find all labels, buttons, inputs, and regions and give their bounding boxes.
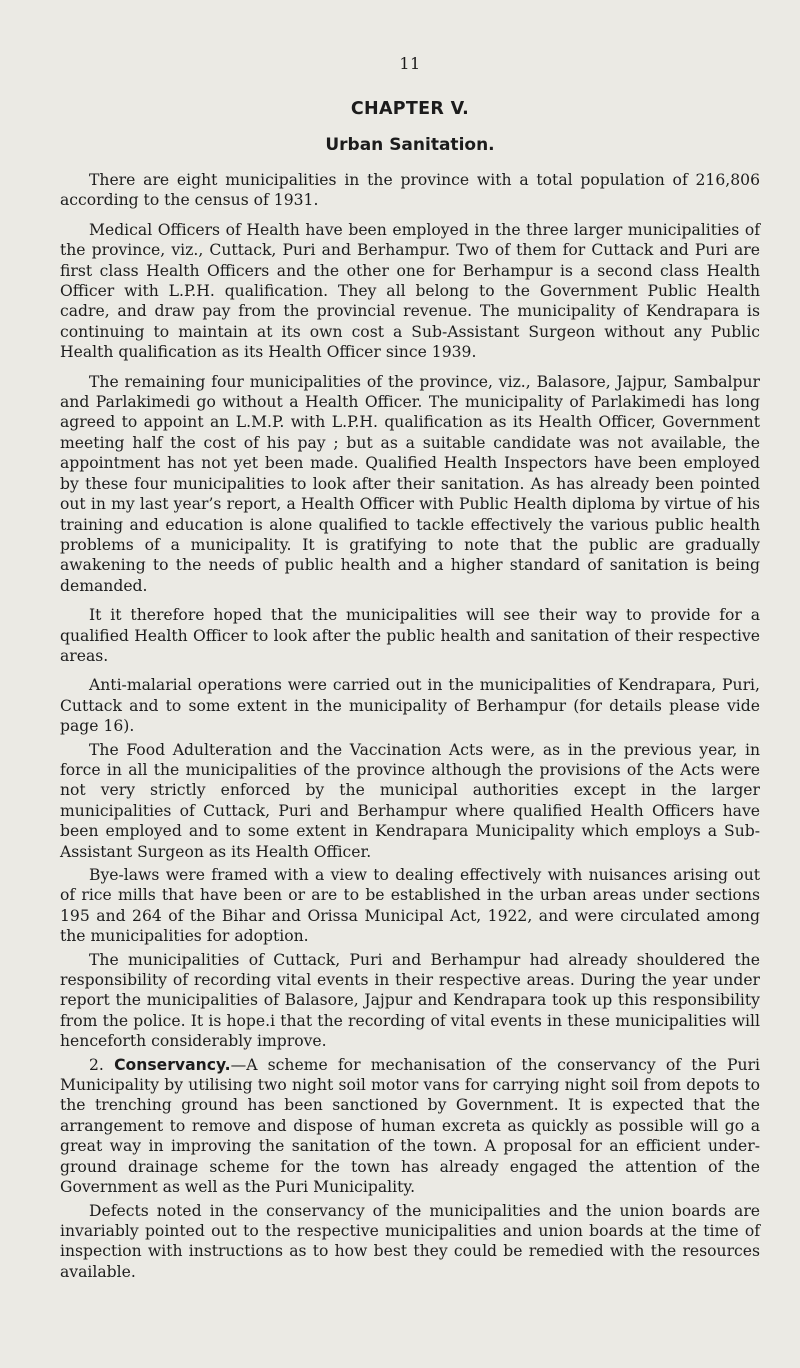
paragraph-bye-laws: Bye-laws were framed with a view to dealing effectively with nuisances arising out of rice mills that have been or are to be established in the urban areas under sections 195 and 264 of the Bihar and Orissa Municipal Act, 1922, and were circulated among the municipalities for adoption. xyxy=(60,866,760,946)
conservancy-number: 2. xyxy=(89,1055,104,1074)
paragraph-food-adulteration: The Food Adulteration and the Vaccination Acts were, as in the previous year, in force in all the municipalities of the province although the provisions of the Acts were not very strictly enforced by the municipal authorities except in the larger municipalities of Cuttack, Puri and Berhampur where qualified Health Officers have been employed and to some extent in Kendrapara Municipality which employs a Sub-Assistant Surgeon as its Health Officer. xyxy=(60,740,760,861)
paragraph-vital-events: The municipalities of Cuttack, Puri and Berhampur had already shouldered the responsibility of recording vital events in their respective areas. During the year under report the municipalities of Balasore, Jajpur and Kendrapara took up this responsibility from the police. It is hope.i that the recording of vital events in these municipalities will henceforth considerably improve. xyxy=(60,950,760,1051)
paragraph-anti-malarial: Anti-malarial operations were carried out in the municipalities of Kendrapara, Puri, Cuttack and to some extent in the municipality of Berhampur (for details please vide page 16). xyxy=(60,676,760,736)
paragraph-conservancy xyxy=(60,1055,760,1198)
conservancy-heading: Conservancy. xyxy=(114,1055,231,1074)
paragraph-medical-officers: Medical Officers of Health have been employed in the three larger municipalities of the province, viz., Cuttack, Puri and Berhampur. Two of them for Cuttack and Puri are first class Health Officers and the other one for Berhampur is a second class Health Officer with L.P.H. qualification. They all belong to the Government Public Health cadre, and draw pay from the provincial revenue. The municipality of Kendrapara is continuing to maintain at its own cost a Sub-Assistant Surgeon without any Public Health qualification as its Health Officer since 1939. xyxy=(60,220,760,362)
paragraph-population: There are eight municipalities in the province with a total population of 216,806 according to the census of 1931. xyxy=(60,171,760,210)
conservancy-text: —A scheme for mechanisation of the conservancy of the Puri Municipality by utilising two night soil motor vans for carrying night soil from depots to the trenching ground has been sanctioned by Government. It is expected that the arrangement to remove and dispose of human excreta as quickly as possible will go a great way in improving the sanitation of the town. A proposal for an efficient under-ground drainage scheme for the town has already engaged the attention of the Government as well as the Puri Municipality. xyxy=(60,1055,760,1197)
page-number: 11 xyxy=(399,54,421,73)
section-title: Urban Sanitation. xyxy=(325,135,495,155)
paragraph-qualified-health-officer: It it therefore hoped that the municipalities will see their way to provide for a qualified Health Officer to look after the public health and sanitation of their respective areas. xyxy=(60,606,760,665)
paragraph-defects: Defects noted in the conservancy of the municipalities and the union boards are invariably pointed out to the respective municipalities and union boards at the time of inspection with instructions as to how best they could be remedied with the resources available. xyxy=(60,1201,760,1281)
paragraph-remaining-municipalities: The remaining four municipalities of the province, viz., Balasore, Jajpur, Sambalpur and Parlakimedi go without a Health Officer. The municipality of Parlakimedi has long agreed to appoint an L.M.P. with L.P.H. qualification as its Health Officer, Government meeting half the cost of his pay ; but as a suitable candidate was not available, the appointment has not yet been made. Qualified Health Inspectors have been employed by these four municipalities to look after their sanitation. As has already been pointed out in my last year’s report, a Health Officer with Public Health diploma by virtue of his training and education is alone qualified to tackle effectively the various public health problems of a municipality. It is gratifying to note that the public are gradually awakening to the needs of public health and a higher standard of sanitation is being demanded. xyxy=(60,372,760,595)
chapter-heading: CHAPTER V. xyxy=(350,99,470,119)
